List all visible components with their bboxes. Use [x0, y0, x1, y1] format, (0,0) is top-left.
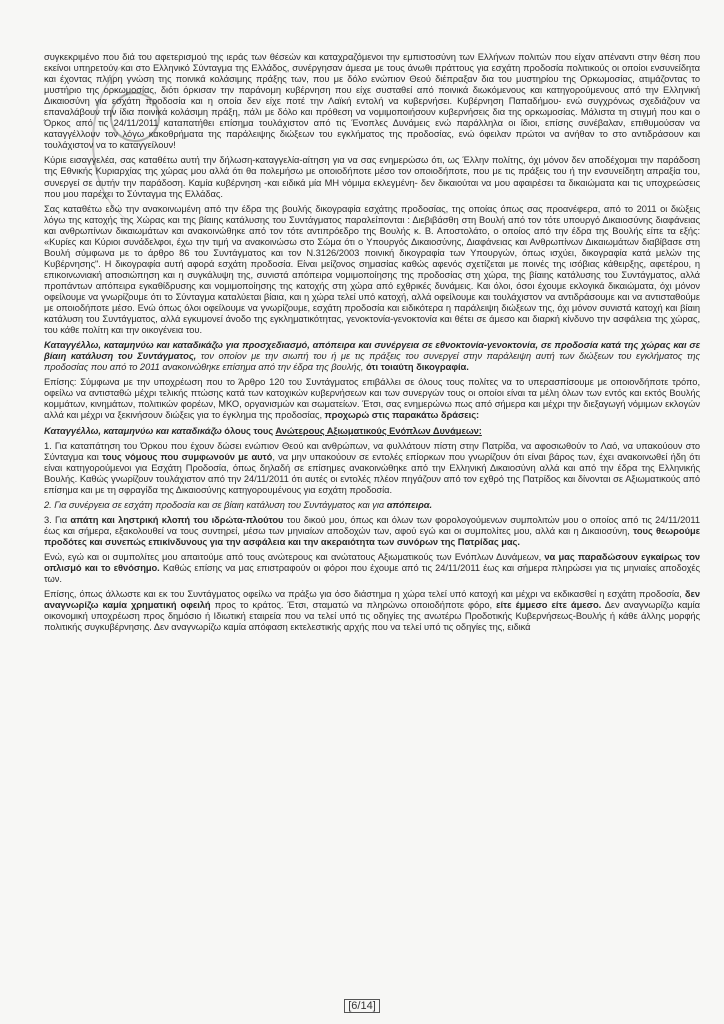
- text-segment: τον οποίον με την σιωπή του ή με τις πράξεις του συνεργεί στην παράλειψη αυτή των διώξεων του εγκλήματος της προδοσίας που από το 2011 ανακοινώθηκε επίσημα από την έδρα της βουλής,: [44, 351, 700, 373]
- paragraph-p9: [44, 515, 700, 548]
- text-segment: όλους τους: [221, 425, 276, 436]
- paragraph-p2: [44, 155, 700, 199]
- text-segment: δεν αναγνωρίζω καμία χρηματική οφειλή: [44, 589, 700, 611]
- text-segment: Σας καταθέτω εδώ την ανακοινωμένη από την έδρα της βουλής δικογραφία εσχάτης προδοσίας, της οποίας όπως σας προανέφερα, από το 2011 οι διώξεις λόγω της κατοχής της Χώρας και της βίαιης κατάλυσης του Συντάγματος παραλείπονται : Διεβιβάσθη στη Βουλή από τον τότε υπουργό Δικαιοσύνης διαφάνειας και ανθρωπίνων δικαιωμάτων και ανακοινώθηκε από τον τότε αντιπρόεδρο της Βουλής κ. Β. Αποστολάτο, ο οποίος από την έδρα της Βουλής είπε τα εξής: «Κυρίες και Κύριοι συνάδελφοι, έχω την τιμή να ανακοινώσω στο Σώμα ότι ο Υπουργός Δικαιοσύνης, Διαφάνειας και Ανθρωπίνων Δικαιωμάτων διαβίβασε στη Βουλή σύμφωνα με το άρθρο 86 του Συντάγματος και τον Ν.3126/2003 ποινική δικογραφία των Υπουργών, όπως ισχύει, δικογραφία κατά μελών της Κυβέρνησης". Η δικογραφία αυτή αφορά εσχάτη προδοσία. Είναι μείζονος σημασίας καθώς αφενός σχετίζεται με ποινές της ισόβιας κάθειρξης, αφετέρου, η επικοινωνιακή αποσιώπηση και η συγκάλυψη της, συνιστά απόπειρα νομιμοποίησης της προδοσίας στη χώρα, της βίαιης κατάλυσης του Συντάγματος, αλλά προπάντων απόπειρα εγκαθίδρυσης και νομιμοποίησης της κατοχής στη χώρα από εχθρικές δυνάμεις. Και όλοι, όσοι έχουμε εκλογικά δικαιώματα, όχι μόνον οφείλουμε να γνωρίζουμε ότι το Σύνταγμα καταλύεται βίαια, και η χώρα τελεί υπό κατοχή, αλλά οφείλουμε και τουλάχιστον να αντιδράσουμε και να αντισταθούμε με οποιοδήποτε μέσο. Ενώ όπως όλοι οφείλουμε να γνωρίζουμε, εσχάτη προδοσία και ειδικότερα η παράλειψη διώξεων της, όχι μόνον συνιστά κατοχή και βίαιη κατάλυση του Συντάγματος, αλλά εγκυμονεί άνοδο της εγκληματικότητας, γενοκτονία-γενοκτονία και θέτει σε άμεσο και διαρκή κίνδυνο την ασφάλεια της χώρας, του κάθε πολίτη και την οικογένεια του.: [44, 203, 700, 336]
- paragraph-p3: [44, 204, 700, 337]
- text-segment: προς το κράτος. Έτσι, σταματώ να πληρώνω οποιοδήποτε φόρο,: [210, 600, 497, 611]
- text-segment: συγκεκριμένο που διά του αφετερισμού της ιεράς των θέσεών και καταχραζόμενοι την εμπιστοσύνη των Ελλήνων πολιτών που είχαν απέναντι στην θέση που εκείνοι υπηρετούν και στο Ελληνικό Σύνταγμα της Ελλάδος, συνέργησαν άμεσα με τους άνωθι πράττους για εσχάτη προδοσία πολιτικούς οι οποίοι ενσυνείδητα και έχοντας πλήρη γνώση της ποινικά κολάσιμης πράξης των, που με δόλο ενώπιον Θεού διέπραξαν δια του μυστηρίου της Ορκωμοσίας, ατιμάζοντας το μυστήριο της ορκωμοσίας, διότι όρκισαν την παράνομη κυβέρνηση που είχε συσταθεί από ποινικά διωκόμενους και κατηγορούμενους από την Ελληνική Δικαιοσύνη για εσχάτη προδοσία και η οποία δεν είχε ποτέ την Λαϊκή εντολή να κυβερνήσει. Κυβέρνηση Παπαδήμου- ενώ συγχρόνως σχεδιάζουν να επαναλάβουν την ίδια ποινικά κολάσιμη πράξη, πάλι με δόλο και πρόθεση να νομιμοποιήσουν κυβερνήσεις δια της ορκωμοσίας. Μάλιστα τη στιγμή που και ο Όρκος από τις 24/11/2011 καταπατήθει επίσημα τουλάχιστον από τις Ένοπλες Δυνάμεις ενώ παράλληλα οι ίδιοι, επίσης συνέβαλαν, επιθυμούσαν να καταγγέλλουν τον λόγω κακοθρήματα της παράλειψης διώξεων του εγκλήματος της προδοσίας, ενώ όφειλαν πρώτοι να ανήθαν το στο αντιδράσουν και τουλάχιστον να το καταγγείλουν!: [44, 52, 700, 151]
- text-segment: Επίσης, όπως άλλωστε και εκ του Συντάγματος οφείλω να πράξω για όσο διάστημα η χώρα τελεί υπό κατοχή και μέχρι να εκδικασθεί η εσχάτη προδοσία,: [44, 589, 685, 600]
- paragraph-p4: [44, 340, 700, 373]
- text-segment: Καθώς επίσης να μας επιστραφούν οι φόροι που έχουμε από τις 24/11/2011 έως και σήμερα πληρώσει για τις μηνιαίες αποδοχές των.: [44, 563, 700, 585]
- paragraph-p8: [44, 500, 700, 511]
- document-body: [44, 52, 700, 633]
- text-segment: Κύριε εισαγγελέα, σας καταθέτω αυτή την δήλωση-καταγγελία-αίτηση για να σας ενημερώσω ότι, ως Έλλην πολίτης, όχι μόνον δεν αποδέχομαι την παράδοση της Εθνικής Κυριαρχίας της χώρας μου αλλά ότι θα πολεμήσω με οποιοδήποτε μέσο τον οποιοδήποτε, που με τις πράξεις του ή την ενσυνείδητη απραξία του, συνεργεί σε αυτήν την παράδοση. Καμία κυβέρνηση -και ειδικά μία ΜΗ νόμιμα εκλεγμένη- δεν δικαιούται να μου αφαιρέσει τα δικαιώματα και τις υποχρεώσεις που μου παρέχει το Σύνταγμα της Ελλάδας.: [44, 155, 700, 199]
- text-segment: , να μην υπακούουν σε εντολές επίορκων που γνωρίζουν ότι είναι βάρος των, έχει ανακοινωθεί ήδη ότι είναι κατηγορούμενοι για Εσχάτη Προδοσία, όπως δηλαδή σε επίσημες ανακοινώθηκε από την Ελληνική Δικαιοσύνη αλλά και από την έδρα της Ελληνικής Βουλής. Καθώς γνωρίζουν τουλάχιστον από την 24/11/2011 ότι αυτές οι εντολές πλέον πηγάζουν από τον εχθρό της Πατρίδος και δίνονται σε Αξιωματικούς από επίσημα και με τη σφραγίδα της Δικαιοσύνης κατηγορουμένους για εσχάτη προδοσία.: [44, 451, 700, 495]
- text-segment: τους νόμους που συμφωνούν με αυτό: [101, 451, 273, 462]
- text-segment: Καταγγέλλω, καταμηνύω και καταδικάζω για προσχεδιασμό, απόπειρα και συνέργεια σε εθνοκτονία-γενοκτονία, σε προδοσία κατά της χώρας και σε βίαιη κατάλυση του Συντάγματος,: [44, 340, 700, 362]
- text-segment: προχωρώ στις παρακάτω δράσεις:: [322, 410, 480, 421]
- paragraph-p5: [44, 377, 700, 421]
- text-segment: 3. Για: [44, 514, 71, 525]
- text-segment: Επίσης: Σύμφωνα με την υποχρέωση που το Άρθρο 120 του Συντάγματος επιβάλλει σε όλους τους πολίτες να το υπερασπίσουμε με οποιονδήποτε τρόπο, οφείλω να αντισταθώ μέχρι τελικής πτώσης κατά των κατοχικών κυβερνήσεων και των συνεργών τους οι οποίοι είναι τα μέλη όλων των εντός και εκτός Βουλής κομμάτων, κινημάτων, πολιτικών φορέων, ΜΚΟ, οργανισμών και σωματείων. Έτσι, σας ενημερώνω πως από σήμερα και μέχρι την διεξαγωγή νόμιμων εκλογών αλλά και μέχρι να ξεκινήσουν διώξεις για το έγκλημα της προδοσίας,: [44, 377, 700, 421]
- paragraph-p6: [44, 426, 700, 437]
- text-segment: να μας παραδώσουν εγκαίρως τον οπλισμό και το εθνόσημο.: [44, 551, 701, 574]
- paragraph-p1: [44, 52, 700, 151]
- text-segment: 2. Για συνέργεια σε εσχάτη προδοσία και σε βίαιη κατάλυση του Συντάγματος και για: [44, 499, 387, 510]
- text-segment: 1. Για καταπάτηση του Όρκου που έχουν δώσει ενώπιον Θεού και ανθρώπων, να φυλλάτουν πίστη στην Πατρίδα, να αφοσιωθούν το Λαό, να υπακούουν στο Σύνταγμα και: [44, 440, 700, 462]
- text-segment: Ενώ, εγώ και οι συμπολίτες μου απαιτούμε από τους ανώτερους και ανώτατους Αξιωματικούς των Ενόπλων Δυνάμεων,: [44, 551, 545, 562]
- text-segment: ότι τοιαύτη δικογραφία.: [363, 362, 469, 373]
- text-segment: απόπειρα.: [386, 499, 433, 510]
- text-segment: Δεν αναγνωρίζω καμία οικονομική υποχρέωση προς δημόσιο ή Ιδιωτική εταιρεία που να τελεί υπό τις οδηγίες της ανωτέρω Προδοτικής Κυβερνήσεως-Βουλής ή κάθε άλλης μορφής πολιτικής συγκυβέρνησης. Δεν αναγνωρίζω καμία απόφαση εκτελεστικής αρχής που να τελεί υπό τις οδηγίες της, ειδικά: [44, 600, 701, 633]
- text-segment: Ανώτερους Αξιωματικούς Ενόπλων Δυνάμεων:: [275, 425, 482, 436]
- page-number: [6/14]: [344, 999, 380, 1013]
- text-segment: Καταγγέλλω, καταμηνύω και καταδικάζω: [44, 425, 222, 436]
- paragraph-p10: [44, 552, 700, 585]
- paragraph-p11: [44, 589, 700, 633]
- text-segment: τους θεωρούμε προδότες και συνεπώς επικίνδυνους για την ασφάλεια και την ακεραιότητα των συνόρων της Πατρίδας μας.: [44, 525, 701, 547]
- paragraph-p7: [44, 441, 700, 496]
- page-footer: [0, 1000, 724, 1012]
- text-segment: είτε έμμεσο είτε άμεσο.: [496, 600, 602, 611]
- text-segment: απάτη και ληστρική κλοπή του ιδρώτα-πλούτου: [70, 514, 284, 525]
- text-segment: του δικού μου, όπως και όλων των φορολογούμενων συμπολιτών μου ο οποίος από τις 24/11/2011 έως και σήμερα, εξακολουθεί να τους συντηρεί, μέσω των μηνιαίων αποδοχών των, αφού εγώ και οι συμπολίτες μου, αλλά και η Δικαιοσύνη,: [44, 514, 700, 536]
